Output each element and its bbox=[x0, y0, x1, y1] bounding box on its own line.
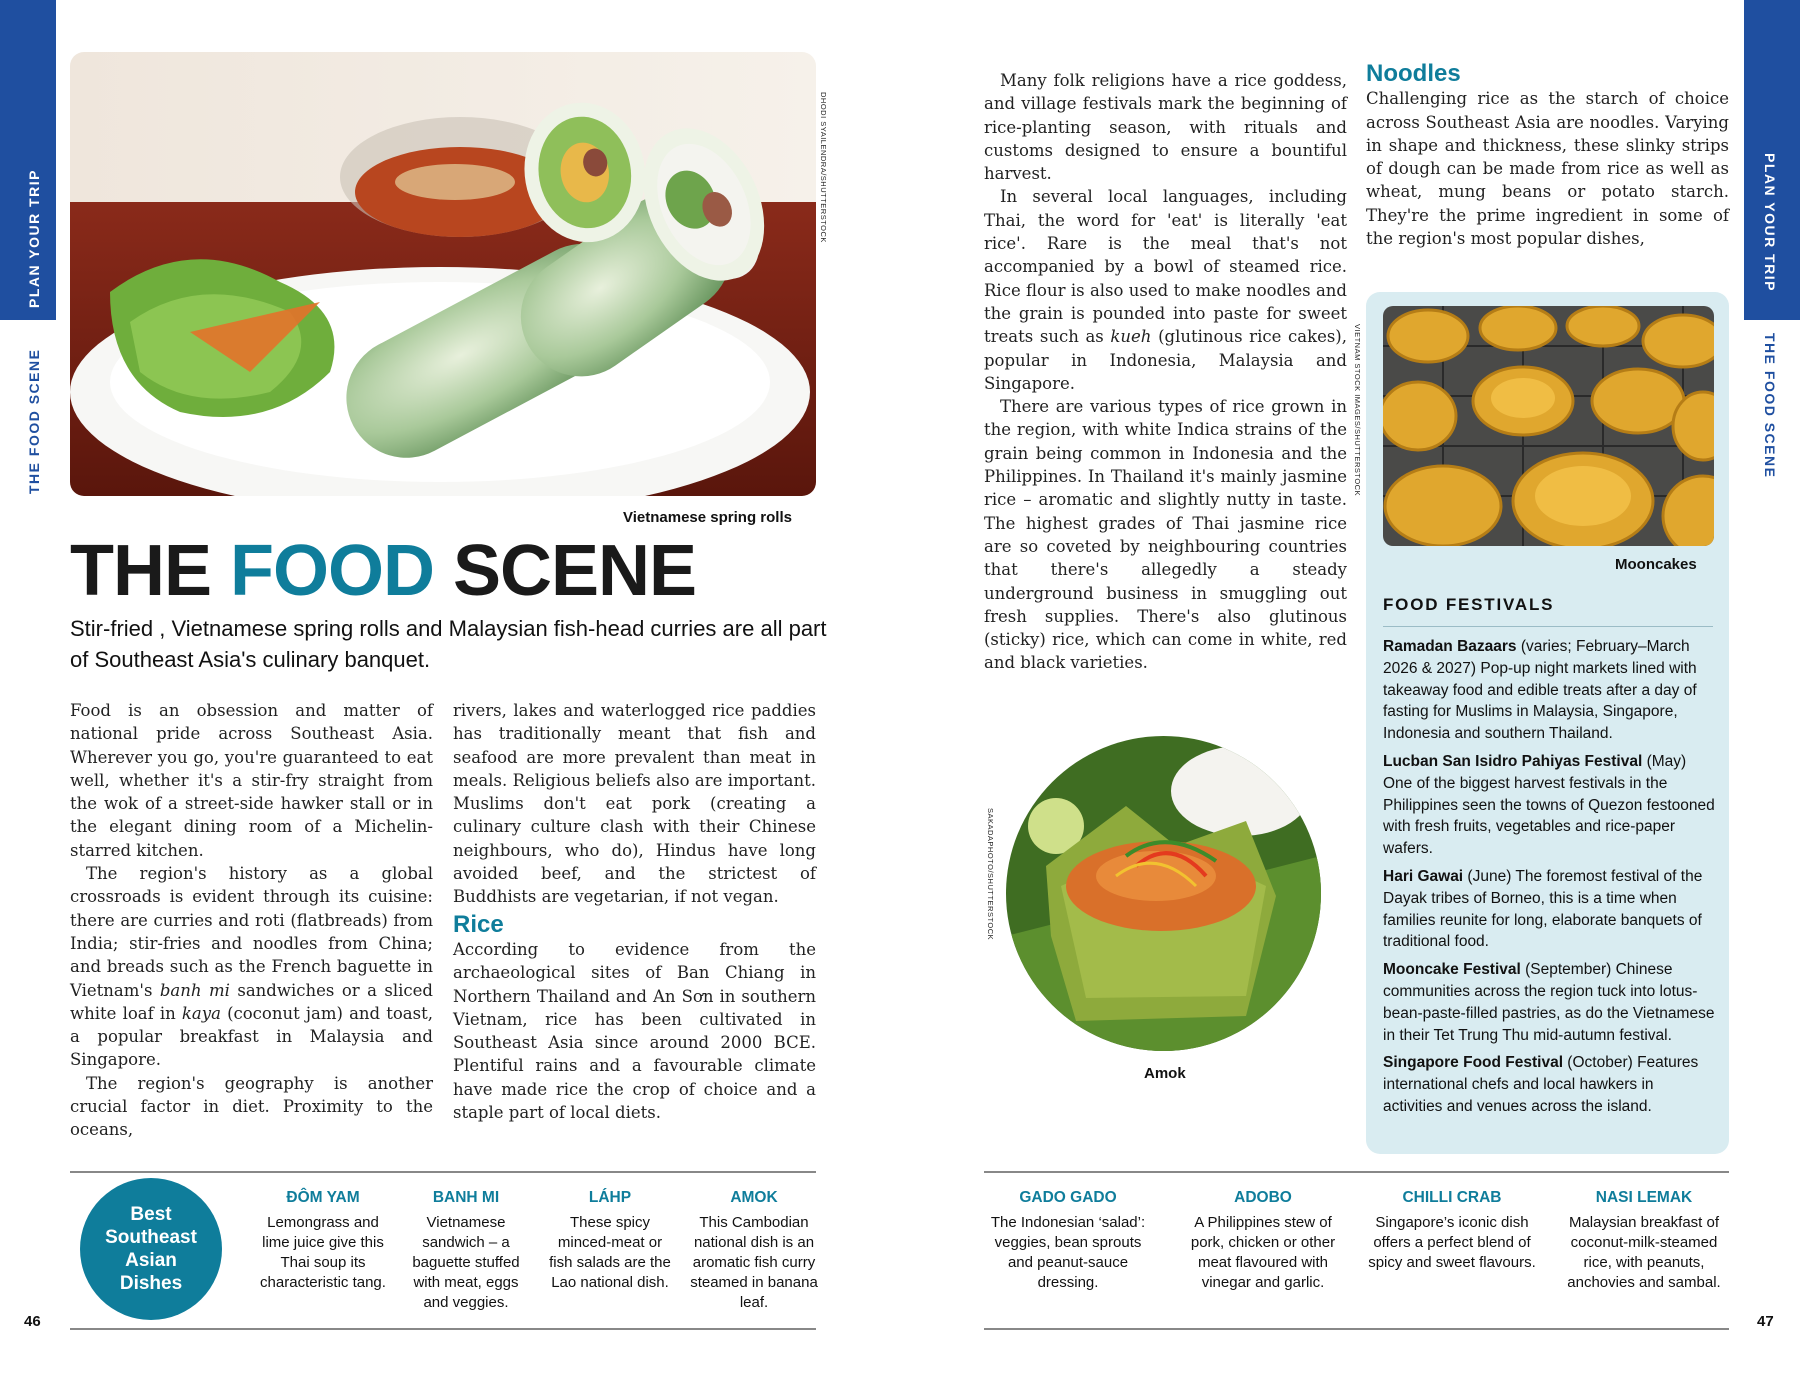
amok-caption: Amok bbox=[1144, 1065, 1186, 1082]
festival-text: (May) One of the biggest harvest festivals in the Philippines seen the towns of Quezon festooned with fresh fruits, vegetables and rice-paper wafers. bbox=[1383, 752, 1715, 858]
left-tab-section-label: THE FOOD SCENE bbox=[26, 348, 42, 494]
festival-mooncake bbox=[1383, 959, 1717, 1046]
title-accent: FOOD bbox=[230, 531, 434, 611]
dishes-bottom-rule-right bbox=[984, 1328, 1729, 1330]
dish-dom-yam bbox=[257, 1189, 389, 1293]
body-column-3 bbox=[984, 69, 1347, 675]
festival-name: Singapore Food Festival bbox=[1383, 1054, 1563, 1072]
mooncakes-photo bbox=[1383, 306, 1714, 546]
dish-adobo bbox=[1178, 1189, 1348, 1293]
rice-heading: Rice bbox=[453, 910, 504, 938]
festival-name: Hari Gawai bbox=[1383, 867, 1464, 885]
festival-name: Mooncake Festival bbox=[1383, 961, 1521, 979]
dishes-top-rule-left bbox=[70, 1171, 816, 1173]
festival-text: (October) Features international chefs and local hawkers in activities and venues across the island. bbox=[1383, 1054, 1699, 1115]
food-festivals-title: FOOD FESTIVALS bbox=[1383, 595, 1555, 614]
title-part-2: SCENE bbox=[434, 531, 697, 611]
col4-paragraph-1: Challenging rice as the starch of choice across Southeast Asia are noodles. Varying in shape and thickness, these slinky strips of dough can be made from rice as well as wheat, mung beans or potato starch. They're the prime ingredient in some of the region's most popular dishes, bbox=[1366, 89, 1729, 249]
amok-photo bbox=[1006, 736, 1321, 1051]
dish-gado-gado bbox=[984, 1189, 1152, 1293]
kaya-term: kaya bbox=[181, 1003, 221, 1023]
dish-description: The Indonesian ‘salad’: veggies, bean sprouts and peanut-sauce dressing. bbox=[990, 1214, 1146, 1291]
page-number-right: 47 bbox=[1757, 1313, 1774, 1330]
amok-credit: SAKADAPHOTO/SHUTTERSTOCK bbox=[986, 808, 995, 941]
food-festivals-rule bbox=[1383, 626, 1713, 627]
right-tab-section-label: THE FOOD SCENE bbox=[1762, 333, 1778, 479]
col3-paragraph-2 bbox=[984, 185, 1347, 395]
dish-description: Singapore’s iconic dish offers a perfect blend of spicy and sweet flavours. bbox=[1368, 1214, 1536, 1271]
left-tab-plan-label: PLAN YOUR TRIP bbox=[26, 169, 42, 308]
dishes-bottom-rule-left bbox=[70, 1328, 816, 1330]
festival-name: Ramadan Bazaars bbox=[1383, 638, 1517, 655]
col2-paragraph-2: According to evidence from the archaeological sites of Ban Chiang in Northern Thailand and An Sơn in southern Vietnam, rice has been cultivated in Southeast Asia since around 2000 BCE. Plentiful rains and a favourable climate have made rice the crop of choice and a staple part of local diets. bbox=[453, 939, 816, 1123]
col1-paragraph-3: The region's geography is another crucial factor in diet. Proximity to the oceans, bbox=[70, 1073, 433, 1140]
dish-name: ĐÔM YAM bbox=[286, 1189, 360, 1206]
festival-text: (September) Chinese communities across the region tuck into lotus-bean-paste-filled pastries, as do the Vietnamese in their Tet Trung Thu mid-autumn festival. bbox=[1383, 961, 1715, 1044]
noodles-heading: Noodles bbox=[1366, 60, 1461, 87]
page-title bbox=[70, 531, 697, 611]
spring-rolls-credit: DHODI SYAILENDRA/SHUTTERSTOCK bbox=[819, 92, 828, 243]
right-tab-plan-label: PLAN YOUR TRIP bbox=[1762, 153, 1778, 292]
mooncakes-caption: Mooncakes bbox=[1615, 556, 1697, 573]
dish-name: LÁHP bbox=[588, 1189, 632, 1206]
col1-paragraph-1: Food is an obsession and matter of national pride across Southeast Asia. Wherever you go, you're guaranteed to eat well, whether it's a stir-fry straight from the wok of a street-side hawker stall or in the elegant dining room of a Michelin-starred kitchen. bbox=[70, 701, 433, 860]
dish-banh-mi bbox=[404, 1189, 528, 1313]
body-column-4 bbox=[1366, 62, 1729, 250]
col1-paragraph-2 bbox=[70, 862, 433, 1072]
best-dishes-badge: Best Southeast Asian Dishes bbox=[80, 1178, 222, 1320]
dish-description: A Philippines stew of pork, chicken or other meat flavoured with vinegar and garlic. bbox=[1190, 1214, 1336, 1291]
kueh-term: kueh bbox=[1110, 327, 1152, 347]
dish-lahp bbox=[545, 1189, 675, 1293]
col3-p2-part-a: In several local languages, including Thai, the word for 'eat' is literally 'eat rice'. Rare is the meal that's not accompanied by a bowl of steamed rice. Rice flour is also used to make noodles and the grain is pounded into paste for sweet treats such as bbox=[984, 187, 1347, 347]
dish-description: Malaysian breakfast of coconut-milk-steamed rice, with peanuts, anchovies and sambal. bbox=[1567, 1214, 1721, 1291]
festival-text: (June) The foremost festival of the Dayak tribes of Borneo, this is a time when families reunite for long, elaborate banquets of traditional food. bbox=[1383, 867, 1703, 951]
spring-rolls-caption: Vietnamese spring rolls bbox=[623, 509, 792, 526]
body-column-1 bbox=[70, 699, 433, 1142]
page-number-left: 46 bbox=[24, 1313, 41, 1330]
col1-p2-part-c: (coconut jam) and toast, a popular breakfast in Malaysia and Singapore. bbox=[70, 1003, 433, 1070]
dish-name: AMOK bbox=[730, 1189, 778, 1206]
page-subtitle: Stir-fried , Vietnamese spring rolls and Malaysian fish-head curries are all part of Southeast Asia's culinary banquet. bbox=[70, 616, 827, 672]
dish-description: This Cambodian national dish is an aromatic fish curry steamed in banana leaf. bbox=[690, 1214, 818, 1311]
dish-name: GADO GADO bbox=[1019, 1189, 1117, 1206]
col3-p2-part-b: (glutinous rice cakes), popular in Indonesia, Malaysia and Singapore. bbox=[984, 327, 1347, 393]
col1-p2-part-a: The region's history as a global crossroads is evident through its cuisine: there are curries and roti (flatbreads) from India; stir-fries and noodles from China; and breads such as the French baguette in Vietnam's bbox=[70, 864, 433, 1000]
dish-name: BANH MI bbox=[432, 1189, 500, 1206]
dish-amok bbox=[688, 1189, 820, 1313]
festival-singapore-food bbox=[1383, 1052, 1717, 1117]
festival-pahiyas bbox=[1383, 751, 1717, 860]
banh-mi-term: banh mi bbox=[159, 980, 230, 1000]
spring-rolls-illustration bbox=[70, 52, 816, 496]
festival-ramadan-bazaars bbox=[1383, 636, 1717, 745]
dish-nasi-lemak bbox=[1558, 1189, 1730, 1293]
festival-text: (varies; February–March 2026 & 2027) Pop-up night markets lined with takeaway food and edible treats after a day of fasting for Muslims in Malaysia, Singapore, Indonesia and southern Thailand. bbox=[1383, 638, 1697, 743]
col3-paragraph-3: There are various types of rice grown in the region, with white Indica strains of the grain being common in Indonesia and the Philippines. In Thailand it's mainly jasmine rice – aromatic and slightly nutty in taste. The highest grades of Thai jasmine rice are so coveted by neighbouring countries that there's allegedly a steady underground business in smuggling out fresh supplies. There's also glutinous (sticky) rice, which can come in white, red and black varieties. bbox=[984, 397, 1347, 673]
mooncakes-credit: VIETNAM STOCK IMAGES/SHUTTERSTOCK bbox=[1353, 324, 1362, 497]
dish-name: ADOBO bbox=[1234, 1189, 1292, 1206]
col2-paragraph-1: rivers, lakes and waterlogged rice paddies has traditionally meant that fish and seafood are more prevalent than meat in meals. Religious beliefs also are important. Muslims don't eat pork (creating a culinary culture clash with their Chinese neighbours, who do), Hindus have long avoided beef, and the strictest of Buddhists are vegetarian, if not vegan. bbox=[453, 701, 816, 907]
col1-p2-part-b: sandwiches or a sliced white loaf in bbox=[70, 980, 433, 1023]
dish-description: These spicy minced-meat or fish salads are the Lao national dish. bbox=[549, 1214, 671, 1291]
amok-illustration bbox=[1006, 736, 1321, 1051]
festival-hari-gawai bbox=[1383, 866, 1717, 953]
col3-paragraph-1: Many folk religions have a rice goddess, and village festivals mark the beginning of rice-planting season, with rituals and customs designed to ensure a bountiful harvest. bbox=[984, 71, 1347, 184]
dish-description: Lemongrass and lime juice give this Thai soup its characteristic tang. bbox=[260, 1214, 386, 1291]
food-festivals-list bbox=[1383, 636, 1717, 1124]
dish-name: NASI LEMAK bbox=[1595, 1189, 1693, 1206]
dishes-top-rule-right bbox=[984, 1171, 1729, 1173]
dish-name: CHILLI CRAB bbox=[1402, 1189, 1502, 1206]
title-part-1: THE bbox=[70, 531, 231, 611]
festival-name: Lucban San Isidro Pahiyas Festival bbox=[1383, 752, 1643, 770]
dish-chilli-crab bbox=[1368, 1189, 1536, 1273]
spring-rolls-photo bbox=[70, 52, 816, 496]
dish-description: Vietnamese sandwich – a baguette stuffed with meat, eggs and veggies. bbox=[412, 1214, 520, 1311]
mooncakes-illustration bbox=[1383, 306, 1714, 546]
body-column-2 bbox=[453, 699, 816, 1124]
